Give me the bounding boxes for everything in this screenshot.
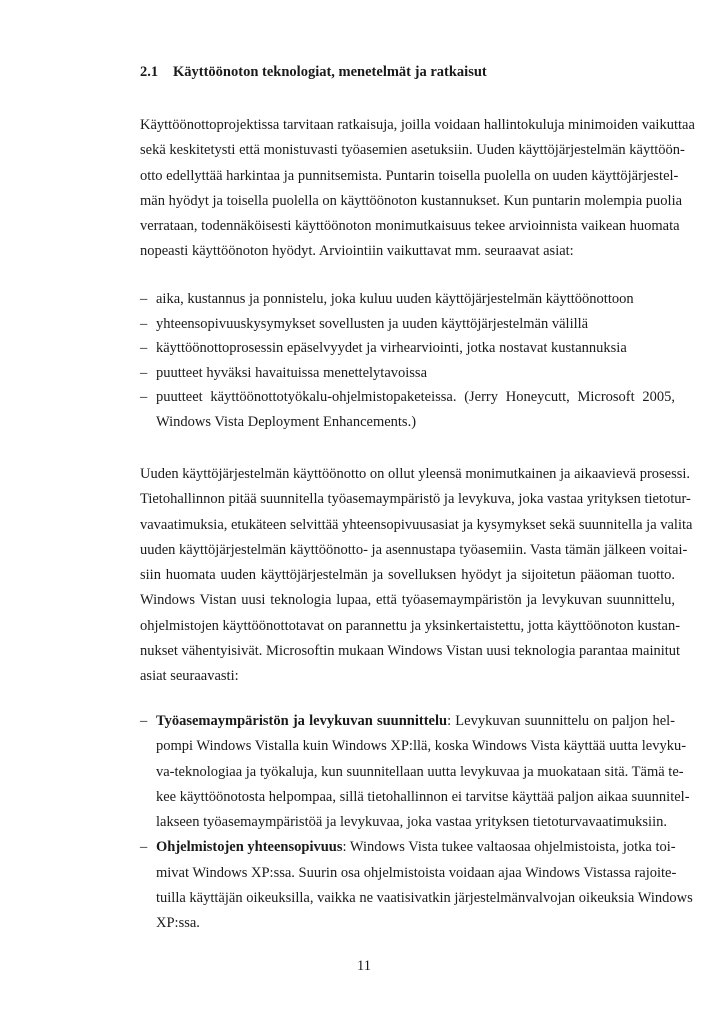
- paragraph-line: ohjelmistojen käyttöönottotavat on parannettu ja yksinkertaistettu, jotta käyttöönoton kustan-: [140, 617, 681, 634]
- list-item: [140, 336, 675, 361]
- list-item: [140, 312, 675, 337]
- list-item-first-line: [156, 709, 675, 734]
- list-item: [140, 835, 693, 936]
- paragraph-line: asiat seuraavasti:: [140, 668, 239, 685]
- list-item: [140, 287, 675, 312]
- paragraph-line: verrataan, todennäköisesti käyttöönoton monimutkaisuus tekee arvioinnista vaikean huomata: [140, 218, 680, 235]
- list-item-text: puutteet hyväksi havaituissa menettelytavoissa: [156, 364, 428, 381]
- paragraph-line: Uuden käyttöjärjestelmän käyttöönotto on ollut yleensä monimutkainen ja aikaavievä prosessi.: [140, 466, 691, 482]
- paragraph-line: män hyödyt ja toisella puolella on käyttöönoton kustannukset. Kun puntarin molempia puolia: [140, 192, 683, 209]
- list-item-text: pompi Windows Vistalla kuin Windows XP:llä, koska Windows Vista käyttää uutta levyku-: [156, 738, 687, 755]
- paragraph-line: nukset vähentyisivät. Microsoftin mukaan Windows Vistan uusi teknologia parantaa mainitut: [140, 643, 681, 660]
- paragraph-process: [140, 462, 693, 690]
- paragraph-line: Käyttöönottoprojektissa tarvitaan ratkaisuja, joilla voidaan hallintokuluja minimoiden vaikuttaa: [140, 117, 695, 133]
- section-title: Käyttöönoton teknologiat, menetelmät ja ratkaisut: [173, 64, 487, 80]
- list-item-text: XP:ssa.: [156, 915, 200, 932]
- dash-bullet: –: [140, 839, 148, 856]
- paragraph-line: vavaatimuksia, etukäteen selvittää yhteensopivuusasiat ja kysymykset sekä suunnitella ja valita: [140, 516, 693, 533]
- paragraph-line: otto edellyttää harkintaa ja punnitsemista. Puntarin toisella puolella on uuden käyttöjärjestel-: [140, 167, 679, 184]
- paragraph-intro: [140, 113, 695, 265]
- list-item: [140, 361, 675, 386]
- dash-bullet: –: [140, 389, 148, 406]
- paragraph-line: sekä keskitetysti että monistuvasti työasemien asetuksiin. Uuden käyttöjärjestelmän käyttöön-: [140, 142, 685, 159]
- list-item-term: Ohjelmistojen yhteensopivuus: [156, 839, 343, 856]
- list-item-text: käyttöönottoprosessin epäselvyydet ja virhearviointi, jotka nostavat kustannuksia: [156, 340, 627, 357]
- list-item-text: lakseen työasemaympäristöä ja levykuvaa, joka vastaa yrityksen tietoturvavaatimuksiin.: [156, 814, 667, 831]
- paragraph-line: nopeasti käyttöönoton hyödyt. Arviointiin vaikuttavat mm. seuraavat asiat:: [140, 243, 574, 260]
- dash-bullet: –: [140, 364, 148, 381]
- section-number: 2.1: [140, 64, 159, 80]
- list-item: [140, 709, 690, 835]
- list-item-term: Työasemaympäristön ja levykuvan suunnittelu: [156, 713, 448, 729]
- section-heading: [140, 64, 487, 81]
- dash-bullet: –: [140, 291, 148, 307]
- improvement-list: [140, 709, 693, 937]
- dash-bullet: –: [140, 340, 148, 357]
- dash-bullet: –: [140, 713, 148, 729]
- list-item: [140, 385, 675, 434]
- paragraph-line: siin huomata uuden käyttöjärjestelmän ja sovelluksen hyödyt ja sijoitetun pääoman tuotto.: [140, 567, 675, 584]
- paragraph-line: Tietohallinnon pitää suunnitella työasemaympäristö ja levykuva, joka vastaa yrityksen tietotur-: [140, 491, 691, 508]
- list-item-text: tuilla käyttäjän oikeuksilla, vaikka ne vaatisivatkin järjestelmänvalvojan oikeuksia Windows: [156, 890, 693, 907]
- paragraph-line: uuden käyttöjärjestelmän käyttöönotto- ja asennustapa työasemiin. Vasta tämän jälkeen voitai-: [140, 541, 688, 558]
- list-item-text: yhteensopivuuskysymykset sovellusten ja uuden käyttöjärjestelmän välillä: [156, 315, 589, 332]
- list-item-text: : Levykuvan suunnittelu on paljon hel-: [447, 713, 675, 729]
- page-number: 11: [357, 958, 371, 974]
- list-item-text: puutteet käyttöönottotyökalu-ohjelmistopaketeissa. (Jerry Honeycutt, Microsoft 2005,: [156, 389, 675, 406]
- list-item-text: mivat Windows XP:ssa. Suurin osa ohjelmistoista voidaan ajaa Windows Vistassa rajoite-: [156, 864, 677, 881]
- list-item-text: va-teknologiaa ja työkaluja, kun suunnitellaan uutta levykuvaa ja muokataan sitä. Tämä te-: [156, 763, 684, 780]
- list-item-first-line: [156, 835, 675, 860]
- list-item-text: Windows Vista Deployment Enhancements.): [156, 413, 417, 430]
- list-item-text: kee käyttöönotosta helpompaa, sillä tietohallinnon ei tarvitse käyttää paljon aikaa suunnitel-: [156, 788, 690, 805]
- list-item-text: aika, kustannus ja ponnistelu, joka kuluu uuden käyttöjärjestelmän käyttöönottoon: [156, 291, 634, 307]
- factor-list: [140, 287, 675, 435]
- dash-bullet: –: [140, 315, 148, 332]
- list-item-text: : Windows Vista tukee valtaosaa ohjelmistoista, jotka toi-: [342, 839, 676, 856]
- paragraph-line: Windows Vistan uusi teknologia lupaa, että työasemaympäristön ja levykuvan suunnittelu,: [140, 592, 675, 609]
